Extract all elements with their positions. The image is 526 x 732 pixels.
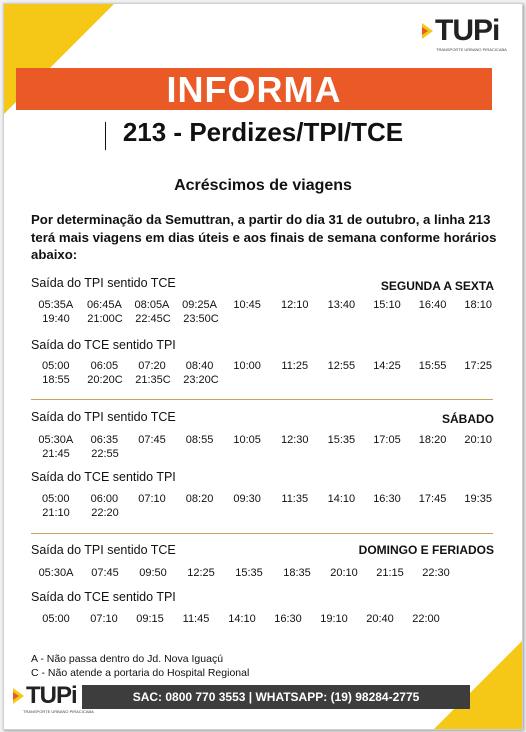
- time-cell: 11:25: [281, 360, 309, 372]
- logo-tagline: TRANSPORTE URBANO PIRACICABA: [436, 47, 507, 52]
- time-cell: 14:10: [327, 493, 356, 505]
- logo-tagline: TRANSPORTE URBANO PIRACICABA: [23, 709, 94, 714]
- time-cell: 18:35: [283, 567, 311, 579]
- time-cell: 15:10: [373, 299, 401, 311]
- time-cell: 10:05: [233, 434, 261, 446]
- notice-page: [3, 3, 523, 730]
- time-cell: 09:30: [233, 493, 261, 505]
- time-cell: 08:05A: [134, 299, 170, 311]
- time-cell: 16:30: [274, 613, 302, 625]
- logo-name: TUPi: [26, 682, 77, 709]
- time-cell: 17:25: [464, 360, 492, 372]
- timetable: [31, 360, 501, 388]
- route-title: 213 - Perdizes/TPI/TCE: [122, 117, 404, 147]
- time-row: [31, 493, 501, 507]
- time-cell: 08:20: [185, 493, 214, 505]
- time-cell: 07:10: [138, 493, 166, 505]
- time-cell: 20:10: [330, 567, 358, 579]
- informa-banner: INFORMA: [16, 68, 492, 110]
- time-cell: 23:50C: [183, 313, 219, 325]
- time-cell: 20:10: [464, 434, 492, 446]
- time-cell: 21:10: [42, 507, 70, 519]
- footnote-a: A - Não passa dentro do Jd. Nova Iguaçú: [31, 653, 224, 665]
- time-cell: 22:55: [91, 448, 119, 460]
- time-cell: 15:35: [235, 567, 263, 579]
- time-cell: 11:35: [281, 493, 309, 505]
- time-cell: 22:00: [412, 613, 440, 625]
- time-cell: 20:20C: [87, 374, 123, 386]
- timetable: [31, 434, 501, 462]
- time-cell: 05:00: [42, 613, 70, 625]
- group-title: Saída do TCE sentido TPI: [31, 470, 176, 484]
- timetable: [31, 567, 501, 581]
- time-cell: 21:00C: [87, 313, 123, 325]
- intro-paragraph: Por determinação da Semuttran, a partir do dia 31 de outubro, a linha 213 terá mais viagens em dias úteis e aos finais de semana conforme horários abaixo:: [31, 212, 497, 262]
- time-cell: 18:55: [42, 374, 70, 386]
- time-cell: 09:50: [139, 567, 167, 579]
- time-row: [31, 360, 501, 374]
- time-cell: 21:15: [376, 567, 404, 579]
- time-cell: 05:35A: [38, 299, 74, 311]
- time-cell: 06:35: [90, 434, 119, 446]
- footnotes: [31, 652, 249, 680]
- contact-bar: SAC: 0800 770 3553 | WHATSAPP: (19) 98284-2775: [82, 685, 470, 709]
- group-title: Saída do TCE sentido TPI: [31, 590, 176, 604]
- time-cell: 19:40: [42, 313, 70, 325]
- group-title: Saída do TCE sentido TPI: [31, 338, 176, 352]
- tupi-logo-top: [422, 14, 507, 52]
- time-cell: 05:00: [42, 493, 70, 505]
- day-label: DOMINGO E FERIADOS: [358, 543, 494, 557]
- arrow-icon: [422, 23, 433, 39]
- time-cell: 08:40: [185, 360, 214, 372]
- time-cell: 15:55: [418, 360, 447, 372]
- time-cell: 22:30: [422, 567, 450, 579]
- time-row: [31, 299, 501, 313]
- time-row: [31, 313, 501, 327]
- time-cell: 23:20C: [183, 374, 219, 386]
- time-cell: 17:05: [373, 434, 401, 446]
- time-cell: 09:15: [136, 613, 164, 625]
- timetable: [31, 299, 501, 327]
- time-row: [31, 507, 501, 521]
- time-cell: 10:00: [233, 360, 261, 372]
- time-cell: 06:45A: [86, 299, 122, 311]
- timetable: [31, 493, 501, 521]
- time-cell: 14:25: [373, 360, 401, 372]
- time-cell: 12:10: [280, 299, 309, 311]
- time-row: [31, 448, 501, 462]
- time-cell: 22:20: [91, 507, 119, 519]
- tupi-logo-bottom: [13, 682, 94, 714]
- time-cell: 07:45: [138, 434, 166, 446]
- section-divider: [31, 533, 493, 534]
- time-cell: 19:35: [464, 493, 492, 505]
- time-row: [31, 434, 501, 448]
- time-cell: 16:40: [418, 299, 447, 311]
- day-label: SEGUNDA A SEXTA: [380, 279, 494, 293]
- time-cell: 07:10: [90, 613, 118, 625]
- group-title: Saída do TPI sentido TCE: [31, 410, 176, 424]
- time-cell: 21:35C: [135, 374, 171, 386]
- group-title: Saída do TPI sentido TCE: [31, 276, 176, 290]
- section-divider: [31, 399, 493, 400]
- time-cell: 18:10: [464, 299, 492, 311]
- time-cell: 14:10: [228, 613, 256, 625]
- time-row: [31, 567, 501, 581]
- day-label: SÁBADO: [441, 412, 494, 426]
- time-cell: 07:45: [91, 567, 119, 579]
- time-cell: 07:20: [138, 360, 166, 372]
- timetable: [31, 613, 501, 627]
- time-cell: 19:10: [320, 613, 348, 625]
- group-title: Saída do TPI sentido TCE: [31, 543, 176, 557]
- time-cell: 09:25A: [182, 299, 217, 311]
- time-cell: 16:30: [373, 493, 401, 505]
- time-cell: 12:30: [280, 434, 309, 446]
- time-cell: 06:00: [90, 493, 119, 505]
- time-cell: 05:30A: [38, 567, 74, 579]
- footnote-c: C - Não atende a portaria do Hospital Regional: [31, 667, 250, 679]
- time-cell: 20:40: [366, 613, 394, 625]
- time-row: [31, 374, 501, 388]
- time-cell: 05:30A: [38, 434, 74, 446]
- arrow-icon: [13, 688, 24, 704]
- time-cell: 17:45: [418, 493, 447, 505]
- time-cell: 08:55: [185, 434, 214, 446]
- time-cell: 10:45: [233, 299, 261, 311]
- time-cell: 21:45: [42, 448, 70, 460]
- time-cell: 18:20: [418, 434, 447, 446]
- time-cell: 13:40: [327, 299, 356, 311]
- subtitle: Acréscimos de viagens: [174, 177, 352, 194]
- time-cell: 06:05: [90, 360, 119, 372]
- time-row: [31, 613, 501, 627]
- time-cell: 12:55: [327, 360, 356, 372]
- logo-name: TUPi: [435, 14, 500, 47]
- time-cell: 11:45: [182, 613, 210, 625]
- time-cell: 22:45C: [135, 313, 171, 325]
- time-cell: 15:35: [327, 434, 356, 446]
- time-cell: 12:25: [187, 567, 215, 579]
- time-cell: 05:00: [42, 360, 70, 372]
